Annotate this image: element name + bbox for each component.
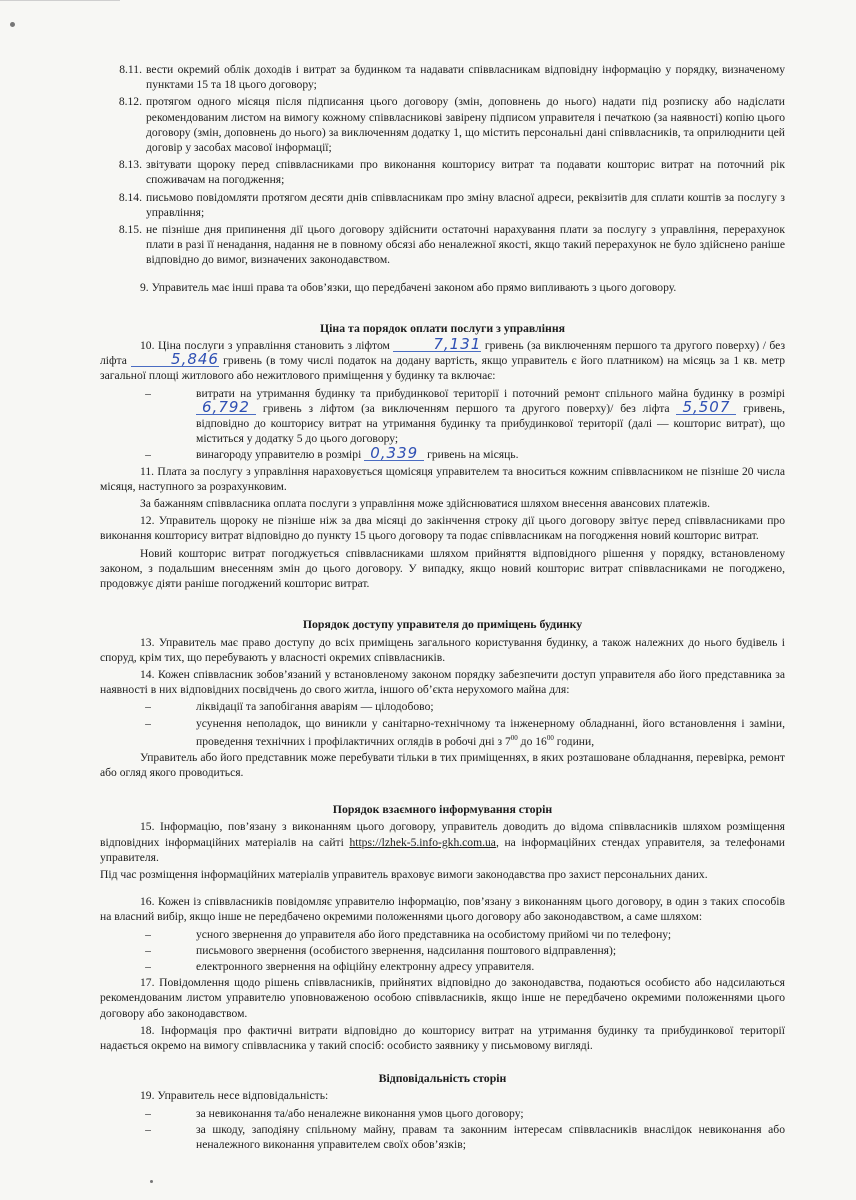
clause-17: 17. Повідомлення щодо рішень співвласників, прийнятих відповідно до законодавства, подаються особисто або надсилаються рекомендованим листом управителю уповноваженою особою співвласників, якщо інше не передбачено окремими положеннями цього договору або законодавством. [100,976,785,1020]
clause-11: 11. Плата за послугу з управління нараховується щомісяця управителем та вноситься кожним співвласником не пізніше 20 числа місяця, наступного за розрахунковим. [100,464,785,493]
document-body [100,62,785,1153]
price-component-fee: – винагороду управителю в розмірі 0,339 гривень на місяць. [145,444,519,463]
handwritten-maintenance-without-lift: 5,507 [676,401,736,415]
clause-8-15: 8.15. не пізніше дня припинення дії цього договору здійснити остаточні нарахування плати за послугу з управління, перерахунок плати в разі її ненадання, надання не в повному обсязі або неналежної якості, якщо такий перерахунок не було здійснено раніше відповідно до вимог, визначених законодавством. [118,223,785,267]
responsibility-item-1: – за невиконання та/або неналежне виконання умов цього договору; [145,1106,524,1120]
clause-14-restriction: Управитель або його представник може перебувати тільки в тих приміщеннях, в яких розташоване обладнання, перевірка, ремонт або огляд якого проводиться. [100,750,785,779]
handwritten-price-with-lift: 7,131 [393,338,481,352]
clause-8-list [100,62,785,268]
notify-method-oral: – усного звернення до управителя або його представника на особистому прийомі чи по телефону; [145,927,672,941]
scan-speck [150,1180,153,1183]
clause-14: 14. Кожен співвласник зобов’язаний у встановленому законом порядку забезпечити доступ управителя або його представника за наявності в них відповідних посвідчень до свого житла, іншого об’єкта нерухомого майна для: [100,667,785,697]
clause-10: 10. Ціна послуги з управління становить з ліфтом 7,131 гривень (за виключенням першого та другого поверху) / без ліфта 5,846 гривень (в тому числі податок на додану вартість, якщо управитель є його платником) на місяць за 1 кв. метр загальної площі житлового або нежитлового приміщення у будинку та включає: [100,335,786,383]
notify-method-electronic: – електронного звернення на офіційну електронну адресу управителя. [145,960,535,974]
clause-9: 9. Управитель має інші права та обов’язки, що передбачені законом або прямо випливають з цього договору. [140,280,677,294]
section-title-information: Порядок взаємного інформування сторін [332,802,553,817]
clause-18: 18. Інформація про фактичні витрати відповідно до кошторису витрат на утримання будинку та прибудинкової території надається окремо на вимогу співвласника у такий спосіб: особисто заявнику у письмовому вигляді. [100,1023,785,1053]
section-title-price: Ціна та порядок оплати послуги з управління [319,320,566,335]
clause-15-privacy: Під час розміщення інформаційних матеріалів управитель враховує вимоги законодавства про захист персональних даних. [100,868,708,881]
handwritten-maintenance-with-lift: 6,792 [196,401,256,415]
price-component-maintenance: – витрати на утримання будинку та прибудинкової території і поточний ремонт спільного майна будинку в розмірі 6,792 гривень з ліфтом (за виключенням першого та другого поверху)/ без ліфта 5,507 гривень, відповідно до кошторису витрат на утримання будинку та прибудинкової території (далі — кошторис витрат), що міститься у додатку 5 до цього договору; [145,386,785,446]
handwritten-manager-fee: 0,339 [364,447,424,461]
clause-8-12: 8.12. протягом одного місяця після підписання цього договору (змін, доповнень до нього) надати під розписку або надіслати рекомендованим листом на вимогу кожному співвласникові завірену підписом управителя і печаткою (за наявності) копію цього договору (змін, доповнень до нього) за виключенням додатку 1, що містить персональні дані співвласників, та оприлюднити цей договір у засобах масової інформації; [118,95,785,155]
clause-8-11: 8.11. вести окремий облік доходів і витрат за будинком та надавати співвласникам відповідну інформацію у порядку, визначеному пунктами 15 та 18 цього договору; [119,63,785,92]
access-purpose-emergency: – ліквідації та запобігання аваріям — цілодобово; [145,700,434,714]
section-title-access: Порядок доступу управителя до приміщень будинку [302,617,583,632]
clause-12-new-estimate: Новий кошторис витрат погоджується співвласниками шляхом прийняття відповідного рішення у порядку, встановленому законом, з подальшим внесенням змін до цього договору. У випадку, якщо новий кошторис витрат співвласниками не погоджено, продовжує діяти раніше погоджений кошторис витрат. [100,546,785,591]
section-title-responsibility: Відповідальність сторін [378,1071,507,1086]
clause-11-advance: За бажанням співвласника оплата послуги з управління може здійснюватися шляхом внесення авансових платежів. [140,497,710,511]
clause-19: 19. Управитель несе відповідальність: [140,1089,329,1103]
access-purpose-repairs: – усунення неполадок, що виникли у санітарно-технічному та інженерному обладнанні, його встановлення і заміни, проведення технічних і профілактичних оглядів в робочі дні з $7^{00}$ до $16^{00}$ години, [145,716,785,748]
clause-8-13: 8.13. звітувати щороку перед співвласниками про виконання кошторису витрат та подавати кошторис витрат на поточний рік споживачам на погодження; [118,158,785,187]
clause-8-14: 8.14. письмово повідомляти протягом десяти днів співвласникам про зміну власної адреси, реквізитів для сплати коштів за послугу з управління; [118,190,785,219]
clause-12: 12. Управитель щороку не пізніше ніж за два місяці до закінчення строку дії цього договору звітує перед співвласниками про виконання кошторису витрат відповідно до пункту 15 цього договору та подає співвласникам на погодження новий кошторис витрат. [100,514,785,543]
website-link[interactable]: https://lzhek-5.info-gkh.com.ua [349,835,496,849]
page-fold-mark [0,0,120,41]
responsibility-item-2: – за шкоду, заподіяну спільному майну, правам та законним інтересам співвласників внаслідок невиконання або неналежного виконання управителем своїх обов’язків; [145,1122,785,1152]
clause-16: 16. Кожен із співвласників повідомляє управителю інформацію, пов’язану з виконанням цього договору, в один з таких способів на власний вибір, якщо інше не передбачено окремими положеннями цього договору або законодавством, а саме шляхом: [100,895,785,924]
handwritten-price-without-lift: 5,846 [131,353,219,367]
scan-speck [10,22,15,27]
clause-13: 13. Управитель має право доступу до всіх приміщень загального користування будинку, а також належних до нього будівель і споруд, крім тих, що перебувають у власності окремих співвласників. [100,635,785,664]
notify-method-written: – письмового звернення (особистого звернення, надсилання поштового відправлення); [145,943,617,957]
clause-15: 15. Інформацію, пов’язану з виконанням цього договору, управитель доводить до відома співвласників шляхом розміщення відповідних інформаційних матеріалів на сайті https://lzhek-5.info-gkh.com.ua, на інформаційних стендах управителя, за телефонами управителя. [100,820,785,864]
